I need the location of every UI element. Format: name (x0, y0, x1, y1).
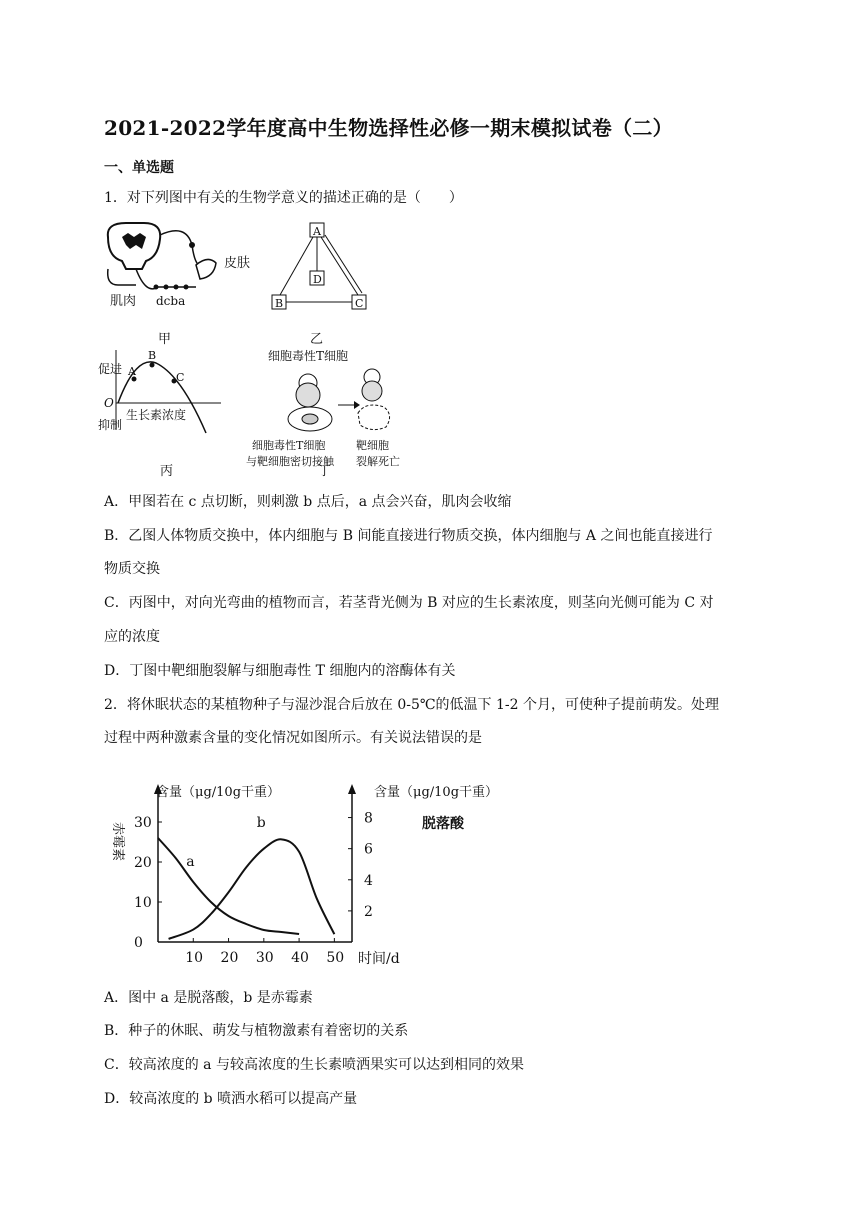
contact-label-2: 与靶细胞密切接触 (246, 455, 334, 468)
y-right-tick-label: 8 (364, 810, 373, 827)
auxin-axis-label: 生长素浓度 (126, 408, 187, 422)
q2-option-a: A．图中 a 是脱落酸，b 是赤霉素 (104, 990, 313, 1006)
promote-label: 促进 (98, 362, 123, 376)
x-tick-label: 30 (255, 950, 274, 966)
q2-stem-line1: 2．将休眠状态的某植物种子与湿沙混合后放在 0-5℃的低温下 1-2 个月，可使种子提前萌发。处理 (104, 697, 720, 713)
x-tick-label: 50 (326, 950, 345, 966)
figure-yi (272, 223, 366, 347)
y-right-tick-label: 4 (364, 872, 373, 889)
x-tick-label: 20 (220, 950, 239, 966)
figure-ding (246, 348, 400, 479)
figure-bing (98, 349, 221, 479)
node-b: B (275, 297, 284, 310)
hormone-chart (104, 772, 544, 977)
node-c: C (355, 297, 364, 310)
q1-figures (96, 215, 516, 480)
series-b-label: b (256, 814, 266, 831)
q1-option-c-line1: C．丙图中，对向光弯曲的植物而言，若茎背光侧为 B 对应的生长素浓度，则茎向光侧可能为 C 对 (104, 595, 714, 611)
caption-ding: 丁 (318, 464, 332, 479)
right-series-label: 脱落酸 (422, 816, 464, 832)
y-left-tick-label: 10 (134, 895, 152, 911)
left-axis-title: 含量（μg/10g干重） (156, 785, 281, 800)
q1-option-d: D．丁图中靶细胞裂解与细胞毒性 T 细胞内的溶酶体有关 (104, 663, 456, 679)
x-tick-label: 40 (291, 950, 309, 966)
target-label-2: 裂解死亡 (356, 455, 400, 468)
section-heading: 一、单选题 (104, 160, 174, 176)
skin-label: 皮肤 (224, 256, 251, 271)
caption-yi: 乙 (310, 332, 324, 347)
inhibit-label: 抑制 (98, 418, 123, 432)
q2-stem-line2: 过程中两种激素含量的变化情况如图所示。有关说法错误的是 (104, 730, 482, 746)
figure-jia (108, 223, 250, 347)
q2-option-c: C．较高浓度的 a 与较高浓度的生长素喷洒果实可以达到相同的效果 (104, 1057, 524, 1073)
point-a-label: A (128, 365, 136, 378)
node-d: D (313, 273, 322, 286)
y-right-tick-label: 2 (364, 903, 373, 920)
muscle-label: 肌肉 (110, 294, 137, 309)
q1-stem: 1．对下列图中有关的生物学意义的描述正确的是（ ） (104, 190, 463, 206)
origin-label: O (104, 396, 114, 410)
q1-option-b-line1: B．乙图人体物质交换中，体内细胞与 B 间能直接进行物质交换，体内细胞与 A 之间也能直接进行 (104, 528, 713, 544)
tcell-label: 细胞毒性T细胞 (268, 349, 349, 363)
q1-option-a: A．甲图若在 c 点切断，则刺激 b 点后，a 点会兴奋，肌肉会收缩 (104, 494, 512, 510)
q2-option-d: D．较高浓度的 b 喷洒水稻可以提高产量 (104, 1091, 358, 1107)
page-title: 2021-2022学年度高中生物选择性必修一期末模拟试卷（二） (104, 116, 673, 140)
y-left-tick-label: 30 (134, 815, 152, 831)
caption-jia: 甲 (158, 332, 172, 347)
target-label-1: 靶细胞 (356, 439, 389, 452)
caption-bing: 丙 (160, 464, 174, 479)
y-left-tick-label: 0 (134, 935, 143, 951)
y-left-tick-label: 20 (134, 855, 152, 871)
q2-option-b: B．种子的休眠、萌发与植物激素有着密切的关系 (104, 1023, 409, 1039)
x-tick-label: 10 (185, 950, 204, 966)
x-axis-title: 时间/d (358, 951, 400, 967)
q1-option-b-line2: 物质交换 (104, 561, 160, 577)
point-c-label: C (176, 371, 185, 384)
point-b-label: B (148, 349, 157, 362)
left-series-label: 赤霉素 (110, 822, 125, 862)
contact-label-1: 细胞毒性T细胞 (252, 439, 326, 452)
node-a: A (313, 225, 321, 238)
series-a-line (158, 838, 299, 934)
right-axis-title: 含量（μg/10g干重） (374, 785, 499, 800)
y-right-tick-label: 6 (364, 841, 373, 858)
reflex-points-label: dcba (156, 294, 186, 308)
right-axis-arrow (348, 784, 356, 794)
series-a-label: a (186, 854, 195, 870)
q1-option-c-line2: 应的浓度 (104, 629, 160, 645)
